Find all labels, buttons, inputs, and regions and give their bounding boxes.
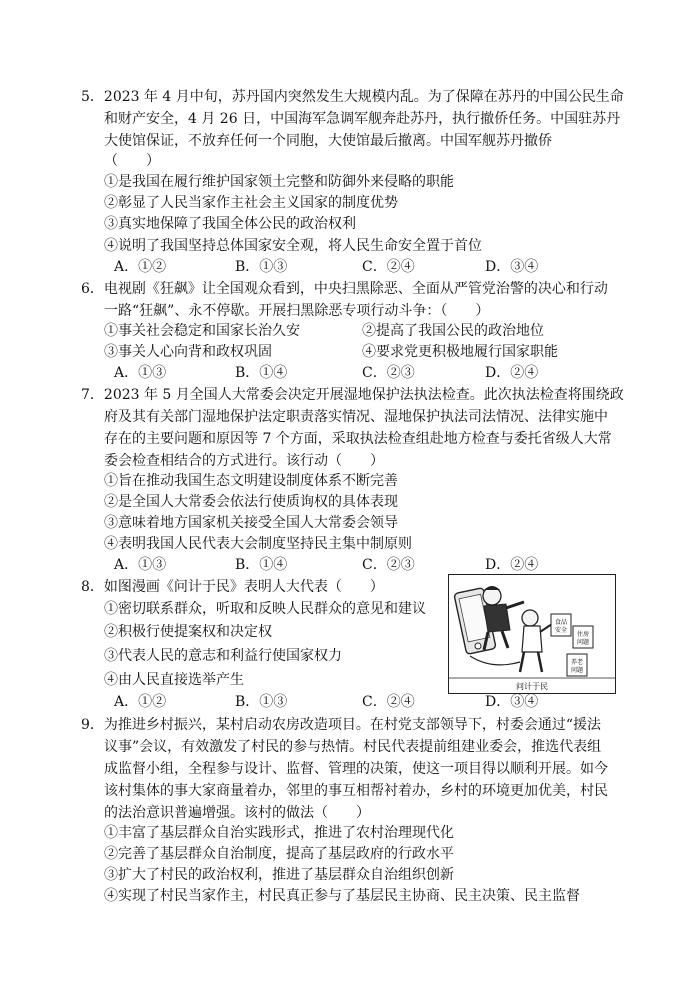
paper-food-safety	[551, 614, 571, 636]
question-9-item-4: ④实现了村民当家作主，村民真正参与了基层民主协商、民主决策、民主监督	[104, 888, 580, 904]
question-9-line-5: 的法治意识普遍增强。该村的做法（ ）	[104, 805, 370, 821]
svg-text:安全: 安全	[554, 627, 568, 634]
option-d[interactable]: D．②④	[485, 365, 539, 381]
option-c[interactable]: C．②③	[362, 557, 415, 573]
question-9-item-2: ②完善了基层群众自治制度，提高了基层政府的行政水平	[104, 846, 454, 862]
question-9-line-1: 9．为推进乡村振兴，某村启动农房改造项目。在村党支部领导下，村委会通过“援法	[81, 717, 602, 733]
question-5-line-3: 大使馆保证，不放弃任何一个同胞，大使馆最后撤离。中国军舰苏丹撤侨	[104, 133, 552, 149]
question-5-item-3: ③真实地保障了我国全体公民的政治权利	[104, 216, 356, 232]
question-9-line-4: 该村集体的事大家商量着办，邻里的事互相帮衬着办，乡村的环境更加优美，村民	[104, 783, 608, 799]
question-9-line-3: 成监督小组，全程参与设计、监督、管理的决策，使这一项目得以顺利开展。如今	[104, 761, 608, 777]
question-5-item-1: ①是我国在履行维护国家领土完整和防御外来侵略的职能	[104, 174, 454, 190]
paper-elderly-care	[567, 654, 587, 676]
option-d[interactable]: D．②④	[485, 557, 539, 573]
question-6-options	[104, 362, 604, 384]
question-5-line-4: （ ）	[104, 153, 160, 169]
question-7-item-3: ③意味着地方国家机关接受全国人大常委会领导	[104, 515, 398, 531]
question-7-line-4: 委会检查相结合的方式进行。该行动（ ）	[104, 453, 384, 469]
question-9-item-3: ③扩大了村民的政治权利，推进了基层群众自治组织创新	[104, 867, 454, 883]
question-6-item-3: ③事关人心向背和政权巩固	[104, 344, 272, 360]
question-6-item-1: ①事关社会稳定和国家长治久安	[104, 323, 300, 339]
cartoon-caption: 问计于民	[516, 682, 548, 691]
question-7-line-3: 存在的主要问题和原因等 7 个方面，采取执法检查组赴地方检查与委托省级人大常	[104, 431, 612, 447]
question-7-item-2: ②是全国人大常委会依法行使质询权的具体表现	[104, 494, 398, 510]
question-6-item-4: ④要求党更积极地履行国家职能	[362, 344, 558, 360]
question-5-item-2: ②彰显了人民当家作主社会主义国家的制度优势	[104, 195, 398, 211]
question-5-options	[104, 256, 604, 278]
option-b[interactable]: B．①③	[235, 259, 288, 275]
svg-text:问题: 问题	[570, 667, 584, 674]
question-6-line-2: 一路“狂飙”、永不停歇。开展扫黑除恶专项行动斗争：（ ）	[104, 303, 490, 319]
svg-text:住房: 住房	[576, 631, 590, 638]
option-d[interactable]: D．③④	[485, 694, 539, 710]
cartoon-image	[448, 574, 616, 694]
question-7-item-4: ④表明我国人民代表大会制度坚持民主集中制原则	[104, 536, 412, 552]
question-5-line-2: 和财产安全，4 月 26 日，中国海军急调军舰奔赴苏丹，执行撤侨任务。中国驻苏丹	[104, 111, 621, 127]
option-d[interactable]: D．③④	[485, 259, 539, 275]
option-c[interactable]: C．②④	[362, 694, 415, 710]
option-c[interactable]: C．②③	[362, 365, 415, 381]
question-8-item-4: ④由人民直接选举产生	[104, 672, 244, 688]
question-5-item-4: ④说明了我国坚持总体国家安全观，将人民生命安全置于首位	[104, 238, 482, 254]
option-a[interactable]: A．①③	[114, 557, 167, 573]
svg-text:问题: 问题	[576, 639, 590, 646]
question-6-item-2: ②提高了我国公民的政治地位	[362, 323, 544, 339]
option-c[interactable]: C．②④	[362, 259, 415, 275]
option-b[interactable]: B．①③	[235, 694, 288, 710]
question-9-line-2: 议事”会议，有效激发了村民的参与热情。村民代表提前组建业委会，推选代表组	[104, 739, 602, 755]
question-7-line-2: 府及其有关部门湿地保护法定职责落实情况、湿地保护执法司法情况、法律实施中	[104, 409, 608, 425]
question-8-item-1: ①密切联系群众，听取和反映人民群众的意见和建议	[104, 601, 426, 617]
question-8-item-3: ③代表人民的意志和利益行使国家权力	[104, 648, 342, 664]
option-a[interactable]: A．①③	[114, 365, 167, 381]
question-7-line-1: 7．2023 年 5 月全国人大常委会决定开展湿地保护法执法检查。此次执法检查将围绕政	[81, 387, 624, 403]
question-9-item-1: ①丰富了基层群众自治实践形式，推进了农村治理现代化	[104, 825, 454, 841]
option-b[interactable]: B．①④	[235, 557, 288, 573]
option-a[interactable]: A．①②	[114, 694, 167, 710]
option-b[interactable]: B．①④	[235, 365, 288, 381]
paper-housing	[573, 626, 593, 648]
question-7-options	[104, 554, 604, 576]
question-7-item-1: ①旨在推动我国生态文明建设制度体系不断完善	[104, 473, 398, 489]
question-8-options	[104, 691, 604, 713]
question-6-line-1: 6．电视剧《狂飙》让全国观众看到，中央扫黑除恶、全面从严管党治警的决心和行动	[81, 281, 608, 297]
question-5-line-1: 5．2023 年 4 月中旬，苏丹国内突然发生大规模内乱。为了保障在苏丹的中国公民生命	[81, 89, 624, 105]
svg-text:食品: 食品	[554, 619, 568, 626]
option-a[interactable]: A．①②	[114, 259, 167, 275]
svg-text:养老: 养老	[570, 659, 584, 666]
question-8-line-1: 8．如图漫画《问计于民》表明人大代表（ ）	[81, 579, 384, 595]
question-8-item-2: ②积极行使提案权和决定权	[104, 624, 272, 640]
